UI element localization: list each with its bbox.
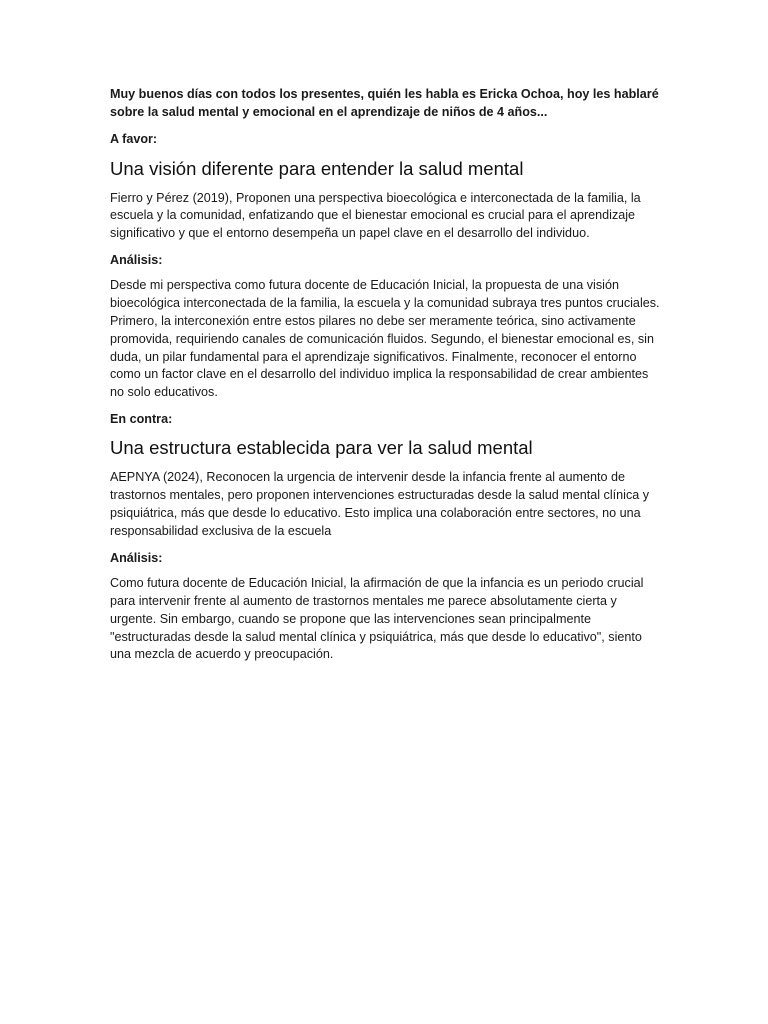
contra-citation: AEPNYA (2024), Reconocen la urgencia de intervenir desde la infancia frente al aumento de trastornos mentales, pero proponen intervenciones estructuradas desde la salud mental clínica y psiquiátrica, más que desde lo educativo. Esto implica una colaboración entre sectores, no una responsabilidad exclusiva de la escuela [110, 470, 650, 538]
contra-heading: Una estructura establecida para ver la salud mental [110, 437, 533, 459]
contra-analysis: Como futura docente de Educación Inicial, la afirmación de que la infancia es un periodo crucial para intervenir frente al aumento de trastornos mentales me parece absolutamente cierta y urgente. Sin embargo, cuando se propone que las intervenciones sean principalmente "estructuradas desde la salud mental clínica y psiquiátrica, más que desde lo educativo", siento una mezcla de acuerdo y preocupación. [110, 576, 644, 662]
document-page [110, 86, 662, 673]
favor-analysis-label: Análisis: [110, 252, 163, 267]
favor-citation: Fierro y Pérez (2019), Proponen una perspectiva bioecológica e interconectada de la familia, la escuela y la comunidad, enfatizando que el bienestar emocional es crucial para el aprendizaje significativo y que el entorno desempeña un papel clave en el desarrollo del individuo. [110, 190, 641, 241]
contra-label: En contra: [110, 411, 173, 426]
contra-analysis-label: Análisis: [110, 550, 163, 565]
favor-heading: Una visión diferente para entender la salud mental [110, 157, 524, 179]
favor-label: A favor: [110, 132, 158, 146]
intro-paragraph: Muy buenos días con todos los presentes, quién les habla es Ericka Ochoa, hoy les hablaré sobre la salud mental y emocional en el aprendizaje de niños de 4 años... [110, 87, 659, 119]
favor-analysis: Desde mi perspectiva como futura docente de Educación Inicial, la propuesta de una visión bioecológica interconectada de la familia, la escuela y la comunidad subraya tres puntos cruciales. Primero, la interconexión entre estos pilares no debe ser meramente teórica, sino activamente promovida, requiriendo canales de comunicación fluidos. Segundo, el bienestar emocional es, sin duda, un pilar fundamental para el aprendizaje significativos. Finalmente, reconocer el entorno como un factor clave en el desarrollo del individuo implica la responsabilidad de crear ambientes no solo educativos. [110, 278, 660, 400]
